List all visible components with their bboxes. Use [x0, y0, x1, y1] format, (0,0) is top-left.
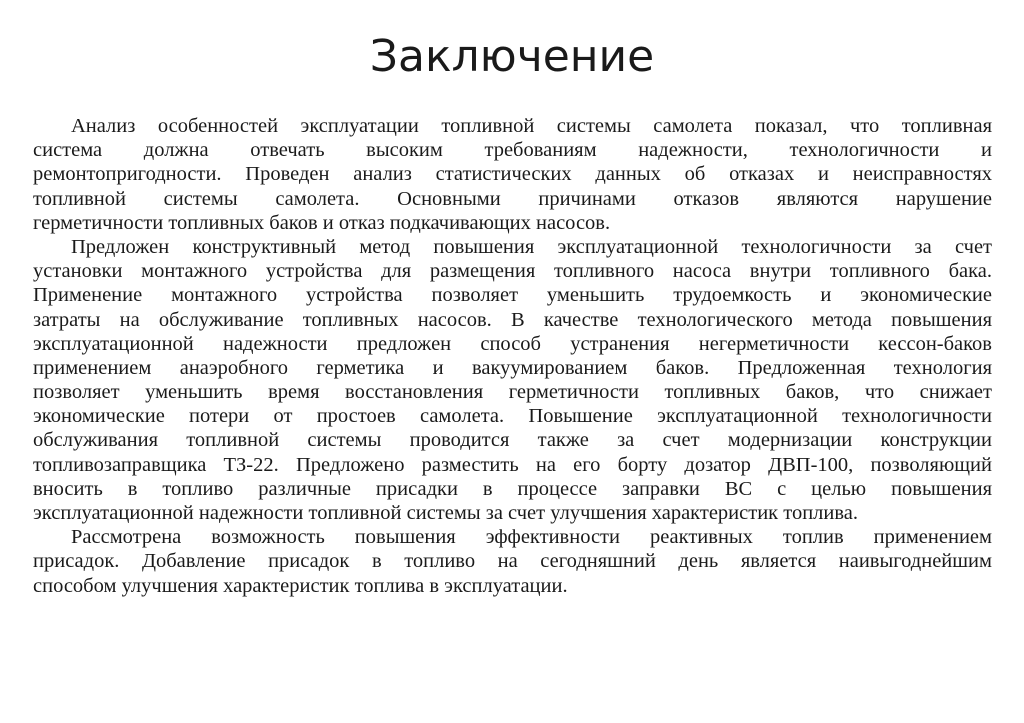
text-line: экономические потери от простоев самолета. Повышение эксплуатационной технологичности — [33, 405, 992, 428]
text-line: затраты на обслуживание топливных насосов. В качестве технологического метода повышения — [33, 308, 992, 331]
slide-title: Заключение — [369, 31, 655, 82]
text-line: топливной системы самолета. Основными причинами отказов являются нарушение — [33, 187, 992, 210]
paragraph-2 — [33, 235, 992, 525]
text-line: применением анаэробного герметика и вакуумированием баков. Предложенная технология — [33, 356, 992, 379]
text-line: Предложен конструктивный метод повышения эксплуатационной технологичности за счет — [71, 235, 992, 258]
text-line: ремонтопригодности. Проведен анализ статистических данных об отказах и неисправностях — [33, 163, 992, 186]
paragraph-1 — [33, 114, 992, 235]
text-line: способом улучшения характеристик топлива в эксплуатации. — [33, 574, 568, 597]
text-line: установки монтажного устройства для размещения топливного насоса внутри топливного бака. — [33, 260, 992, 283]
text-line: вносить в топливо различные присадки в процессе заправки ВС с целью повышения — [33, 477, 992, 500]
paragraph-3 — [33, 525, 992, 598]
text-line: Анализ особенностей эксплуатации топливной системы самолета показал, что топливная — [71, 115, 992, 137]
text-line: позволяет уменьшить время восстановления герметичности топливных баков, что снижает — [33, 381, 992, 404]
text-line: Рассмотрена возможность повышения эффективности реактивных топлив применением — [71, 526, 992, 549]
text-line: топливозаправщика ТЗ-22. Предложено разместить на его борту дозатор ДВП-100, позволяющий — [33, 453, 992, 476]
slide-body — [33, 114, 992, 598]
text-line: Применение монтажного устройства позволяет уменьшить трудоемкость и экономические — [33, 284, 992, 307]
text-line: система должна отвечать высоким требованиям надежности, технологичности и — [33, 139, 992, 162]
text-line: обслуживания топливной системы проводится также за счет модернизации конструкции — [33, 429, 992, 452]
text-line: эксплуатационной надежности топливной системы за счет улучшения характеристик топлива. — [33, 502, 859, 524]
text-line: эксплуатационной надежности предложен способ устранения негерметичности кессон-баков — [33, 332, 992, 355]
text-line: герметичности топливных баков и отказ подкачивающих насосов. — [33, 211, 611, 234]
text-line: присадок. Добавление присадок в топливо на сегодняшний день является наивыгоднейшим — [33, 550, 992, 573]
